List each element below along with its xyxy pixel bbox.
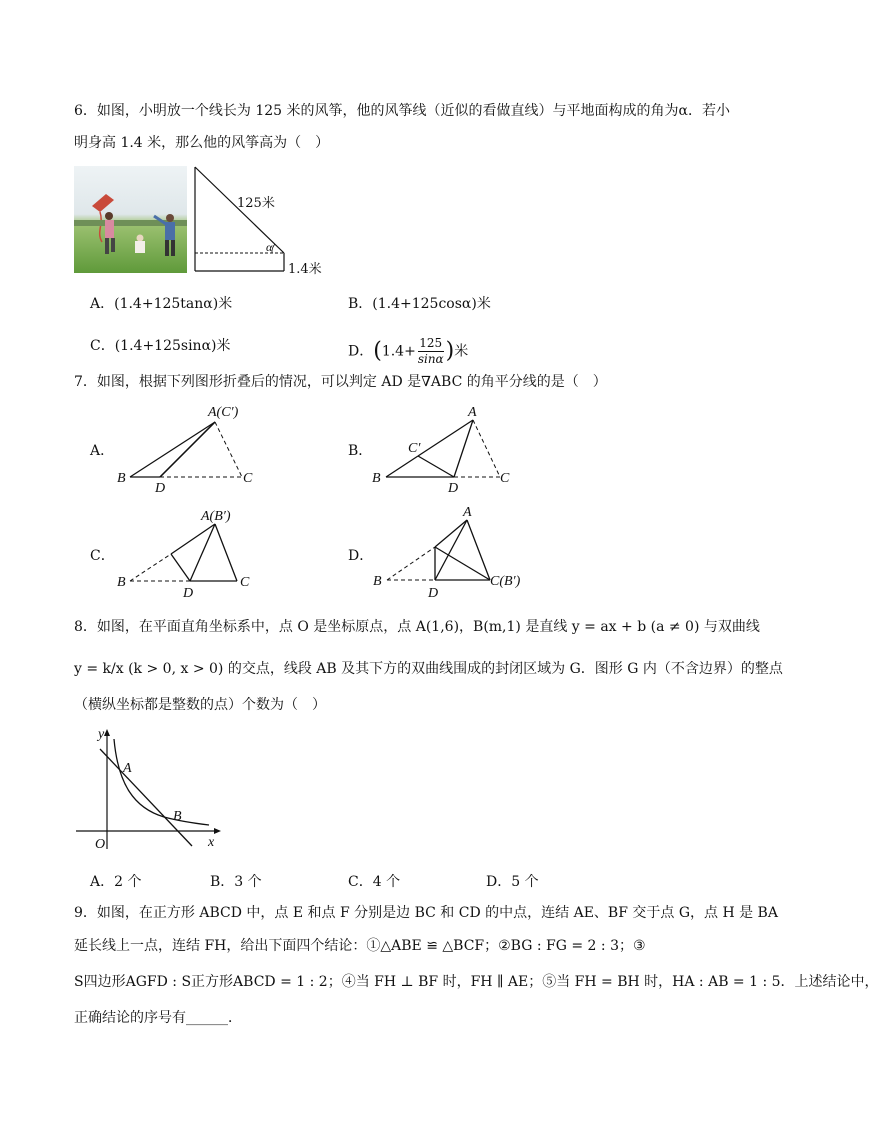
fig-b-label-a: A [468, 405, 477, 420]
q7-figure-b [372, 400, 522, 495]
q7-stem: 7．如图，根据下列图形折叠后的情况，可以判定 AD 是∇ABC 的角平分线的是（ ） [74, 374, 607, 390]
q6-stem-line2: 明身高 1.4 米，那么他的风筝高为（ ） [74, 135, 330, 151]
kite-photo [74, 166, 187, 273]
fig-a-label-b: B [117, 471, 126, 486]
graph-label-a: A [123, 761, 132, 776]
kite-photo-drawing [74, 166, 187, 273]
q6-option-d-denominator: sinα [417, 352, 444, 366]
q7-option-d: D． [348, 548, 374, 564]
fig-b-label-d: D [448, 481, 459, 496]
fig-string-label: 125米 [237, 196, 275, 211]
fig-b-label-b: B [372, 471, 381, 486]
fig-d-label-c: C(B′) [490, 574, 521, 589]
q6-option-d-unit: 米 [454, 343, 469, 360]
q8-option-c: C．4 个 [348, 874, 401, 890]
q9-stem-line1: 9．如图，在正方形 ABCD 中，点 E 和点 F 分别是边 BC 和 CD 的中点，连结 AE、BF 交于点 G，点 H 是 BA [74, 905, 778, 921]
fig-d-label-a: A [463, 505, 472, 520]
q7-option-c: C． [90, 548, 115, 564]
fig-d-label-b: B [373, 574, 382, 589]
q9-stem-line4: 正确结论的序号有______． [74, 1010, 242, 1026]
fig-height-label: 1.4米 [288, 262, 322, 277]
fig-a-label-c: C [243, 471, 253, 486]
fig-c-label-b: B [117, 575, 126, 590]
q8-stem-line1: 8．如图，在平面直角坐标系中，点 O 是坐标原点，点 A(1,6)，B(m,1) 是直线 y = ax + b (a ≠ 0) 与双曲线 [74, 619, 760, 635]
q6-option-d-numerator: 125 [419, 336, 443, 350]
fig-d-label-d: D [428, 586, 439, 601]
q8-graph [74, 724, 224, 854]
graph-label-o: O [95, 837, 106, 852]
q6-stem-line1: 6．如图，小明放一个线长为 125 米的风筝，他的风筝线（近似的看做直线）与平地面构成的角为α．若小 [74, 103, 730, 119]
q8-option-a: A．2 个 [90, 874, 142, 890]
q7-figure-d [372, 506, 542, 601]
fig-c-label-c: C [240, 575, 250, 590]
q9-stem-line3: S四边形AGFD : S正方形ABCD = 1 : 2；④当 FH ⊥ BF 时，FH ∥ AE；⑤当 FH = BH 时，HA : AB = 1 : 5．上述结论中， [74, 974, 879, 990]
q6-option-a: A．(1.4+125tanα)米 [90, 296, 233, 312]
q7-option-b: B． [348, 443, 373, 459]
q8-option-b: B．3 个 [210, 874, 262, 890]
graph-label-x: x [208, 835, 215, 850]
q6-option-d: D．(1.4+ $\frac{125}{\sin\alpha}$ )米 [348, 336, 469, 366]
fig-b-label-c-prime: C′ [408, 441, 421, 456]
fig-a-label-top: A(C′) [208, 405, 239, 420]
fig-angle-label: α [266, 240, 273, 254]
q7-figure-c [115, 506, 265, 601]
q7-option-a: A． [90, 443, 115, 459]
fig-b-label-c: C [500, 471, 510, 486]
q8-option-d: D．5 个 [486, 874, 539, 890]
graph-label-y: y [98, 727, 105, 742]
q6-option-b: B．(1.4+125cosα)米 [348, 296, 491, 312]
fig-c-label-d: D [183, 586, 194, 601]
q6-option-d-left: 1.4+ [381, 343, 416, 360]
fig-c-label-top: A(B′) [201, 509, 231, 524]
q6-option-c: C．(1.4+125sinα)米 [90, 338, 231, 354]
q9-stem-line2: 延长线上一点，连结 FH，给出下面四个结论：①△ABE ≌ △BCF；②BG : FG = 2 : 3；③ [74, 938, 646, 954]
graph-label-b: B [173, 809, 182, 824]
q6-option-d-prefix: D． [348, 343, 374, 360]
fig-a-label-d: D [155, 481, 166, 496]
q8-stem-line3: （横纵坐标都是整数的点）个数为（ ） [74, 697, 326, 713]
q8-stem-line2: y = k/x (k > 0, x > 0) 的交点，线段 AB 及其下方的双曲线围成的封闭区域为 G．图形 G 内（不含边界）的整点 [74, 661, 783, 677]
q7-figure-a [115, 400, 265, 495]
